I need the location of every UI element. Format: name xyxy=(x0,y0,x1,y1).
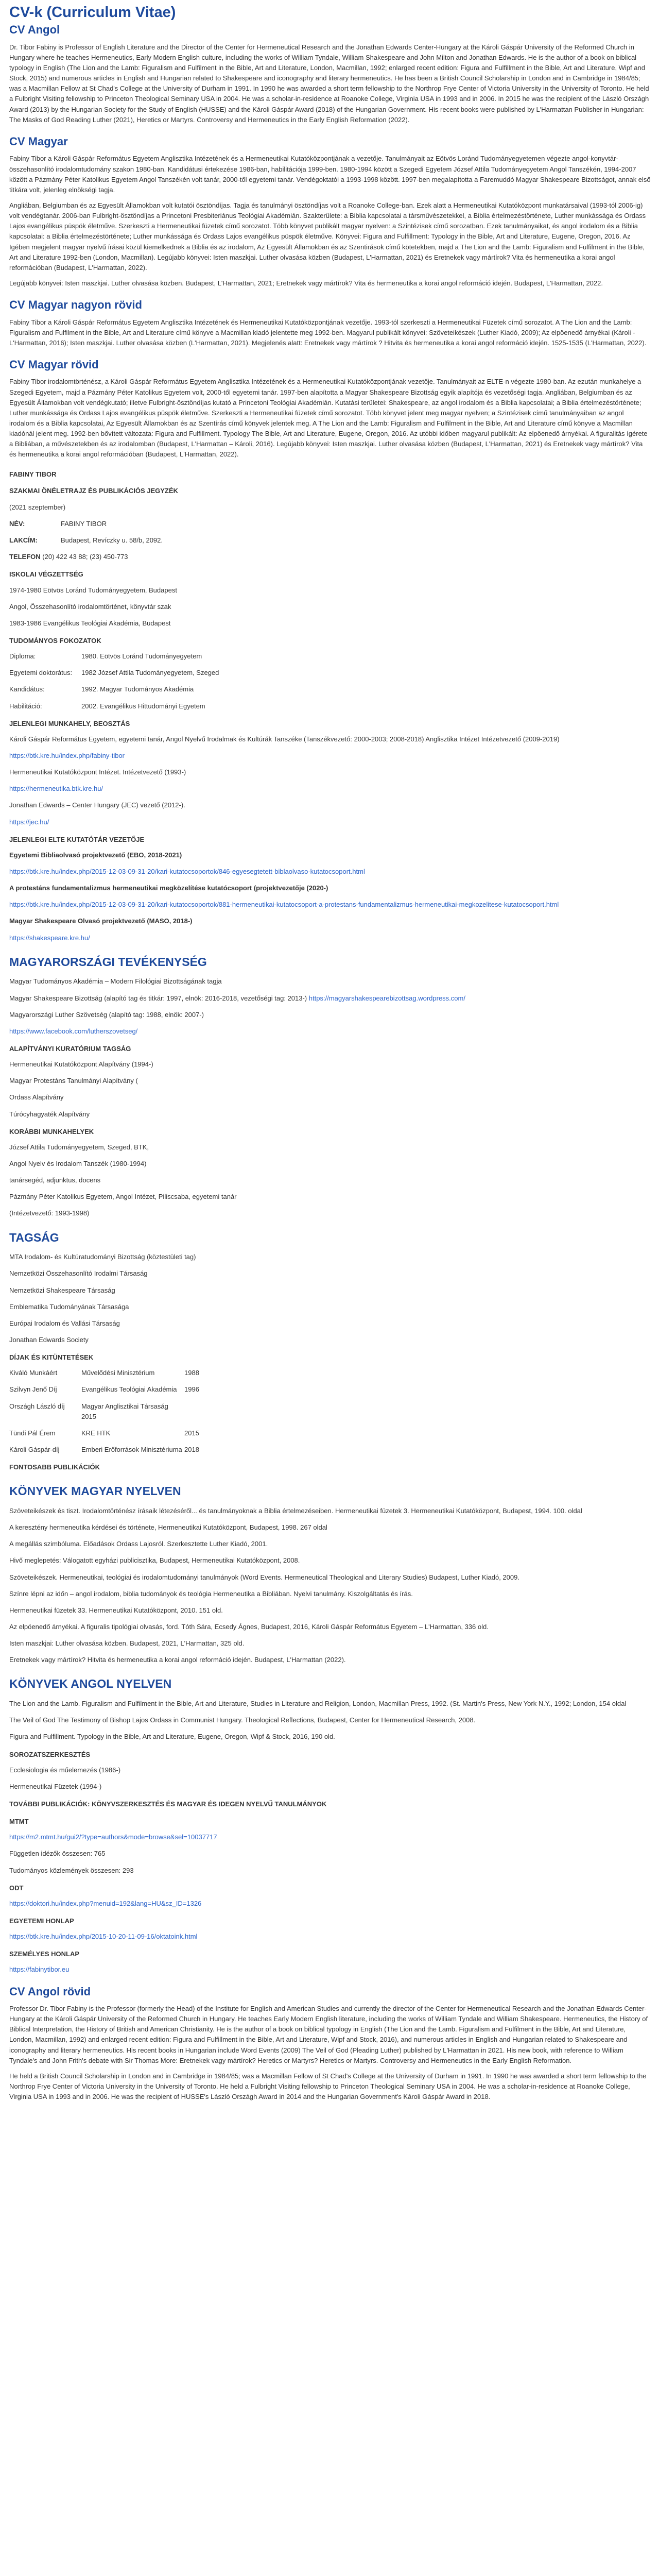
former-workplace-item: Angol Nyelv és Irodalom Tanszék (1980-1994) xyxy=(9,1159,147,1167)
workplace-link[interactable]: https://hermeneutika.btk.kre.hu/ xyxy=(9,785,103,793)
award-name: Kiváló Munkáért xyxy=(9,1369,58,1377)
publication-item: Hermeneutikai füzetek 33. Hermeneutikai Kutatóközpont, 2010. 151 old. xyxy=(9,1606,223,1614)
research-group-item: Magyar Shakespeare Olvasó projektvezető (MASO, 2018-) xyxy=(9,917,193,925)
education-item: Angol, Összehasonlító irodalomtörténet, könyvtár szak xyxy=(9,602,171,611)
award-row xyxy=(9,1445,651,1455)
personal-page-heading: SZEMÉLYES HONLAP xyxy=(9,1950,80,1958)
foundation-item: Ordass Alapítvány xyxy=(9,1093,64,1101)
degree-value: 2002. Evangélikus Hittudományi Egyetem xyxy=(81,702,205,710)
section-heading-cv-angol: CV Angol xyxy=(9,23,60,37)
degree-value: 1980. Eötvös Loránd Tudományegyetem xyxy=(81,652,202,660)
page-title: CV-k (Curriculum Vitae) xyxy=(9,4,176,21)
education-heading: ISKOLAI VÉGZETTSÉG xyxy=(9,570,83,579)
cv-angol-rovid-text-1: Professor Dr. Tibor Fabiny is the Professor (formerly the Head) of the Institute for English and American Studies and currently the director of the Center for Hermeneutical Research and the Jonathan Edwards Center-Hungary at the Károli Gáspár University of the Reformed Church in Hungary. He teaches Early Modern English literature, including the works of William Tyndale and William Shakespeare. Hermeneutics, the History of Biblical Interpretation, the History of British and American Christianity. He is the author of a book on biblical typology in English (The Lion and the Lamb. Figuralism and Fulfilment in the Bible, Art and Literature, London, Macmillan, 1992) and enlarged recent edition: Figura and Fulfillment in the Bible, Art and Literature, Wipf and Stock, 2016), and numerous articles in English and Hungarian related to Shakespeare and iconography and literary hermeneutics. His recent books in Hungarian include Word Events (2009) The Veil of God (Pleading Luther) published by L'Harmattan in 2021. His new book, with reference to William Tyndale's and John Frith's debate with Sir Thomas More: Eretnekek vagy mártírok? Heretics or Martyrs? Heretics or Martyrs. Controversy and Hermeneutics in the Early English Reformation. xyxy=(9,2005,648,2064)
publication-item: Hivő meglepetés: Válogatott egyházi publicisztika, Budapest, Hermeneutikai Kutatóközpont, 2008. xyxy=(9,1556,300,1565)
phone-row xyxy=(9,552,651,562)
mtmt-heading: MTMT xyxy=(9,1818,29,1826)
membership-item: Nemzetközi Shakespeare Társaság xyxy=(9,1286,115,1294)
cv-magyar-text-3: Legújabb könyvei: Isten maszkjai. Luther olvasása közben. Budapest, L'Harmattan, 2021; Eretnekek vagy mártírok? Vita és hermeneutika a korai angol reformáció idején. Budapest, L'Harmattan, 2022. xyxy=(9,279,603,287)
workplace-item: Jonathan Edwards – Center Hungary (JEC) vezető (2012-). xyxy=(9,801,185,809)
series-item: Ecclesiologia és műelemezés (1986-) xyxy=(9,1766,121,1774)
publication-item: Színre lépni az időn – angol irodalom, biblia tudományok és teológia Hermeneutika a Bibliában. Nyelvi tanulmány. Kiszolgáltatás és írás. xyxy=(9,1589,413,1598)
publication-item: Az elpöenedő árnyékai. A figuralis tipológiai olvasás, ford. Tóth Sára, Ecsedy Ágnes, Budapest, 2016, Károli Gáspár Református Egyetem – L'Harmattan, 336 old. xyxy=(9,1623,489,1631)
university-page-heading: EGYETEMI HONLAP xyxy=(9,1917,74,1925)
further-publications-heading: TOVÁBBI PUBLIKÁCIÓK: KÖNYVSZERKESZTÉS ÉS MAGYAR ÉS IDEGEN NYELVŰ TANULMÁNYOK xyxy=(9,1800,327,1808)
research-group-item: A protestáns fundamentalizmus hermeneutikai megközelítése kutatócsoport (projektvezetője (2020-) xyxy=(9,884,328,892)
activity-item xyxy=(9,993,651,1004)
cv-angol-rovid-text-2: He held a British Council Scholarship in London and in Cambridge in 1984/85; was a Macmillan Fellow of St Chad's College at the University of Durham in 1991. In 1990 he was awarded a short term fellowship to the Northrop Frye Center of Victoria University in the University of Toronto. He held a Fulbright Visiting fellowship to Princeton Theological Seminary USA in 2004. He was a scholar-in-residence at Roanoke College, Virginia USA in 1993 and in 2006. He was the recipient of HUSSE's László Országh Award in 2014 and the Hungarian Government's Károli Gáspár Award in 2018. xyxy=(9,2072,647,2101)
cv-magyar-nagyon-rovid-text: Fabiny Tibor a Károli Gáspár Református Egyetem Anglisztika Intézetének és Hermeneutikai Kutatóközpontjának vezetője. 1993-tól szerkeszti a Hermeneutikai Füzetek című sorozatot. A The Lion and the Lamb: Figuralism and Fulfilment in the Bible, Art and Literature című könyve a Macmillan kiadó jelentette meg 1992-ben. Magyarul publikált könyvei: Szöveteikészek (Luther Kiadó, 2009); Az elpöenedő árnyékai (Károli - L'Harmattan, 2016); Isten maszkjai. Luther olvasása közben (L'Harmattan, 2021). Megjelenés alatt: Eretnekek vagy mártírok ? Hitvita és hermeneutika a korai angol reformáció idején. 1525-1535 (L'Harmattan, 2022). xyxy=(9,318,647,347)
cv-magyar-text-1: Fabiny Tibor a Károli Gáspár Református Egyetem Anglisztika Intézetének és a Hermeneutikai Kutatóközpontjának a vezetője. Tanulmányait az Eötvös Loránd Tudományegyetemen végezte angol-konyvtár-összehasonlító irodalomtudomány szakon 1980-ban. Kandidátusi értekezése 1986-ban, habilitációja 1999-ben. 1980-1994 között a Szegedi Egyetem József Attila Tudományegyetem Angol Tanszékén, 1994-2007 között a Pázmány Péter Katolikus Egyetem Angol Tanszékén volt tanár, 2000-től egyetemi tanár. Vendégoktatói a 1993-1998 között. 1997-ben megalapította a Faremuddó Magyar Shakespeare Bizottságot, annak első titkára volt, jelenleg elnökségi tagja. xyxy=(9,155,651,194)
workplace-link[interactable]: https://btk.kre.hu/index.php/fabiny-tibor xyxy=(9,752,125,759)
degree-row xyxy=(9,701,651,711)
odt-heading: ODT xyxy=(9,1884,24,1892)
degree-row xyxy=(9,684,651,694)
publication-item: Isten maszkjai: Luther olvasása közben. Budapest, 2021, L'Harmattan, 325 old. xyxy=(9,1639,245,1648)
phone-value: (20) 422 43 88; (23) 450-773 xyxy=(42,553,128,561)
award-issuer: Magyar Anglisztikai Társaság 2015 xyxy=(81,1402,168,1420)
degrees-heading: TUDOMÁNYOS FOKOZATOK xyxy=(9,637,101,645)
research-group-heading: JELENLEGI ELTE KUTATÓTÁR VEZETŐJE xyxy=(9,835,145,843)
activity-link[interactable]: https://www.facebook.com/lutherszovetseg/ xyxy=(9,1027,138,1035)
mtmt-stat: Független idézők összesen: 765 xyxy=(9,1850,106,1858)
activity-link[interactable]: https://magyarshakespearebizottsag.wordpress.com/ xyxy=(308,994,465,1002)
personal-page-link[interactable]: https://fabinytibor.eu xyxy=(9,1965,70,1974)
degree-label: Egyetemi doktorátus: xyxy=(9,669,73,677)
section-heading-cv-angol-rovid: CV Angol rövid xyxy=(9,1985,91,1998)
workplace-item: Károli Gáspár Református Egyetem, egyetemi tanár, Angol Nyelvű Irodalmak és Kultúrák Tanszéke (Tanszékvezető: 2000-2003; 2008-2018) Anglisztika Intézet Intézetvezető (2009-2019) xyxy=(9,735,560,743)
profile-subtitle: SZAKMAI ÖNÉLETRAJZ ÉS PUBLIKÁCIÓS JEGYZÉK xyxy=(9,486,178,495)
membership-item: Jonathan Edwards Society xyxy=(9,1336,89,1344)
award-issuer: Emberi Erőforrások Minisztériuma xyxy=(81,1445,182,1453)
name-label: NÉV: xyxy=(9,520,25,528)
workplace-link[interactable]: https://jec.hu/ xyxy=(9,818,49,826)
award-row xyxy=(9,1368,651,1378)
publication-item: Figura and Fulfillment. Typology in the Bible, Art and Literature, Eugene, Oregon, Wipf & Stock, 2016, 190 old. xyxy=(9,1733,335,1741)
publication-item: The Lion and the Lamb. Figuralism and Fulfilment in the Bible, Art and Literature, Studies in Literature and Religion, London, Macmillan Press, 1992. (St. Martin's Press, New York N.Y., 1992; London, 154 oldal xyxy=(9,1700,627,1708)
degree-label: Diploma: xyxy=(9,652,36,660)
cv-magyar-text-2: Angliában, Belgiumban és az Egyesült Államokban volt kutatói ösztöndíjas. Tagja és tanulmányi ösztöndíjas volt a Roanoke College-ban. Ezek alatt a Hermeneutikai Kutatóközpont munkatársaival (1993-tól 2006-ig) volt vendégtanár. 2006-ban Fulbright-ösztöndíjas a Princetoni Presbiteriánus Teológiai Akadémián. Szakterülete: a Biblia kapcsolatai a társművészetekkel, a Biblia értelmezéstörténete, Luther munkássága és Ordass Lajos evangélikus püspök életműve. Szerkeszti a Hermeneutikai füzetek című sorozatot. Több könyvet publikált magyar nyelven: a Szintézisek című sorozatban. Ezek tanulmányaikat, és angol irodalom és a Biblia kapcsolatai: a Biblia értelmezéstörténete; Luther munkássága és Ordass Lajos evangélikus püspök életműve. Könyvei: Figura and Fulfillment: Typology in the Bible, Art and Literature, Eugene, Oregon, 2016. Az Igében megjelent magyar nyelvű írásai közül kiemelkednek a Biblia és az irodalom, Az Egyesült Államokban és az Szentirások című kötetekben, majd a The Lion and the Lamb: Figuralism and Fulfilment in the Bible, Art and Literature 1992-ben (London, Macmillan). Legújabb könyvei: Isten maszkjai. Luther olvasása közben (Budapest, L'Harmattan, 2021) és Eretnekek vagy mártírok? Vita és hermeneutika a korai angol reformációban (Budapest, L'Harmattan, 2022). xyxy=(9,201,646,272)
publication-item: Eretnekek vagy mártírok? Hitvita és hermeneutika a korai angol reformáció idején. Budapest, L'Harmattan (2022). xyxy=(9,1656,346,1664)
education-item: 1983-1986 Evangélikus Teológiai Akadémia, Budapest xyxy=(9,619,171,627)
former-workplace-item: tanársegéd, adjunktus, docens xyxy=(9,1176,101,1184)
name-row xyxy=(9,519,651,529)
award-issuer: KRE HTK xyxy=(81,1429,111,1437)
section-heading-books-english: KÖNYVEK ANGOL NYELVEN xyxy=(9,1677,172,1691)
foundation-item: Túrócyhagyaték Alapítvány xyxy=(9,1110,90,1118)
workplace-item: Hermeneutikai Kutatóközpont Intézet. Intézetvezető (1993-) xyxy=(9,768,186,776)
cv-angol-text: Dr. Tibor Fabiny is Professor of English Literature and the Director of the Center for Hermeneutical Research and the Jonathan Edwards Center-Hungary at the Károli Gáspár University of the Reformed Church in Hungary where he teaches Hermeneutics, Early Modern English culture, including the works of William Tyndale, William Shakespeare and John Milton and Jonathan Edwards. He is the author of a book on biblical typology in English (The Lion and the Lamb: Figuralism and Fulfilment in the Bible, Art and Literature, London, Macmillan, 1992; enlarged recent edition: Figura and Fulfillment in the Bible, Art and Literature, Wipf and Stock, 2015) and numerous articles in English and Hungarian related to Shakespeare and iconography and literary hermeneutics. He has been a British Council Scholarship in London and in Cambridge in 1984/85; was a Macmillan Fellow at St Chad's College at the University of Durham in 1991. In 1990 he was awarded a short term fellowship to the Northrop Frye Center of Victoria University in the University of Toronto. He held a Fulbright Visiting fellowship to Princeton Theological Seminary USA in 2004. He was a scholar-in-residence at Roanoke College, Virginia USA in 1993 and in 2006. In 2015 he was the recipient of the László Országh Award (2013) by the Hungarian Society for the Study of English (HUSSE) and the Károli Gáspár Award (2018) of the Hungarian Government. His recent books were published by L'Harmattan Publisher in Hungarian: The Masks of God Reading Luther (2021), Heretics or Martyrs. Controversy and Hermeneutics in the Early English Reformation (2022). xyxy=(9,43,649,124)
section-heading-cv-magyar-nagyon-rovid: CV Magyar nagyon rövid xyxy=(9,298,142,312)
award-row xyxy=(9,1384,651,1395)
award-name: Tündi Pál Érem xyxy=(9,1429,56,1437)
series-item: Hermeneutikai Füzetek (1994-) xyxy=(9,1782,102,1790)
education-item: 1974-1980 Eötvös Loránd Tudományegyetem, Budapest xyxy=(9,586,177,594)
section-heading-books-hungarian: KÖNYVEK MAGYAR NYELVEN xyxy=(9,1484,181,1498)
foundation-item: Magyar Protestáns Tanulmányi Alapítvány ( xyxy=(9,1077,138,1085)
address-value: Budapest, Revíczky u. 58/b, 2092. xyxy=(61,536,163,545)
odt-link[interactable]: https://doktori.hu/index.php?menuid=192&lang=HU&sz_ID=1326 xyxy=(9,1899,202,1907)
research-group-item: Egyetemi Bibliaolvasó projektvezető (EBO, 2018-2021) xyxy=(9,851,182,859)
award-name: Károli Gáspár-díj xyxy=(9,1445,60,1453)
publication-item: Szöveteikészek és tiszt. Irodalomtörténész írásaik létezéséről... és tanulmányoknak a Biblia értelmezéseiben. Hermeneutikai füzetek 3. Hermeneutikai Kutatóközpont, Budapest, 1994. 100. oldal xyxy=(9,1507,582,1515)
publications-heading: FONTOSABB PUBLIKÁCIÓK xyxy=(9,1463,100,1471)
award-issuer: Művelődési Minisztérium xyxy=(81,1369,155,1377)
profile-date: (2021 szeptember) xyxy=(9,503,66,511)
section-heading-cv-magyar: CV Magyar xyxy=(9,134,68,148)
award-year: 2018 xyxy=(184,1445,199,1453)
degree-value: 1992. Magyar Tudományos Akadémia xyxy=(81,685,194,693)
award-year: 1988 xyxy=(184,1369,199,1377)
publication-item: Szöveteikészek. Hermeneutikai, teológiai és irodalomtudományi tanulmányok (Word Events. Hermeneutical Theological and Literary Studies) Budapest, Luther Kiadó, 2009. xyxy=(9,1573,519,1581)
publication-item: A keresztény hermeneutika kérdései és története, Hermeneutikai Kutatóközpont, Budapest, 1998. 267 oldal xyxy=(9,1523,327,1532)
award-row xyxy=(9,1428,651,1438)
workplace-heading: JELENLEGI MUNKAHELY, BEOSZTÁS xyxy=(9,719,130,727)
section-heading-membership: TAGSÁG xyxy=(9,1230,59,1244)
awards-heading: DÍJAK ÉS KITÜNTETÉSEK xyxy=(9,1353,94,1362)
research-group-link[interactable]: https://btk.kre.hu/index.php/2015-12-03-09-31-20/kari-kutatocsoportok/846-egyesegtetett-biblaolvaso-kutatocsoport.html xyxy=(9,867,365,875)
publication-item: The Veil of God The Testimony of Bishop Lajos Ordass in Communist Hungary. Theological Reflections, Budapest, Center for Hermeneutical Research, 2008. xyxy=(9,1716,476,1724)
degree-value: 1982 József Attila Tudományegyetem, Szeged xyxy=(81,669,219,677)
degree-row xyxy=(9,651,651,662)
award-row xyxy=(9,1401,651,1422)
award-year: 1996 xyxy=(184,1385,199,1394)
address-row xyxy=(9,535,651,546)
award-issuer: Evangélikus Teológiai Akadémia xyxy=(81,1385,177,1394)
research-group-link[interactable]: https://btk.kre.hu/index.php/2015-12-03-09-31-20/kari-kutatocsoportok/881-hermeneutikai-kutatocsoport-a-protestans-fundamentalizmus-hermeneutikai-megkozelitese-kutatocsoport.html xyxy=(9,901,559,909)
award-year: 2015 xyxy=(184,1429,199,1437)
address-label: LAKCÍM: xyxy=(9,536,38,545)
membership-item: Emblematika Tudományának Társasága xyxy=(9,1302,129,1311)
former-workplace-item: (Intézetvezető: 1993-1998) xyxy=(9,1209,90,1217)
membership-item: MTA Irodalom- és Kultúratudományi Bizottság (köztestületi tag) xyxy=(9,1253,196,1261)
activity-text: Magyar Shakespeare Bizottság (alapító tag és titkár: 1997, elnök: 2016-2018, vezetőségi tag: 2013-) xyxy=(9,994,307,1002)
foundation-item: Hermeneutikai Kutatóközpont Alapítvány (1994-) xyxy=(9,1060,153,1069)
profile-name: FABINY TIBOR xyxy=(9,470,57,478)
publication-item: A megállás szimbóluma. Előadások Ordass Lajosról. Szerkesztette Luther Kiadó, 2001. xyxy=(9,1540,268,1548)
degree-label: Habilitáció: xyxy=(9,702,42,710)
award-name: Szilvyn Jenő Díj xyxy=(9,1385,57,1394)
degree-row xyxy=(9,668,651,678)
foundation-heading: ALAPÍTVÁNYI KURATÓRIUM TAGSÁG xyxy=(9,1045,131,1053)
membership-item: Nemzetközi Összehasonlító Irodalmi Társaság xyxy=(9,1269,148,1278)
section-heading-hungarian-activity: MAGYARORSZÁGI TEVÉKENYSÉG xyxy=(9,955,207,969)
series-editing-heading: SOROZATSZERKESZTÉS xyxy=(9,1750,91,1758)
activity-item: Magyarországi Luther Szövetség (alapító tag: 1988, elnök: 2007-) xyxy=(9,1010,204,1019)
former-workplace-item: Pázmány Péter Katolikus Egyetem, Angol Intézet, Piliscsaba, egyetemi tanár xyxy=(9,1193,237,1201)
former-workplaces-heading: KORÁBBI MUNKAHELYEK xyxy=(9,1127,94,1136)
award-name: Országh László díj xyxy=(9,1402,65,1410)
degree-label: Kandidátus: xyxy=(9,685,45,693)
former-workplace-item: József Attila Tudományegyetem, Szeged, BTK, xyxy=(9,1143,149,1151)
activity-item: Magyar Tudományos Akadémia – Modern Filológiai Bizottságának tagja xyxy=(9,977,222,986)
mtmt-link[interactable]: https://m2.mtmt.hu/gui2/?type=authors&mode=browse&sel=10037717 xyxy=(9,1833,217,1841)
research-group-link[interactable]: https://shakespeare.kre.hu/ xyxy=(9,934,90,942)
cv-magyar-rovid-text: Fabiny Tibor irodalomtörténész, a Károli Gáspár Református Egyetem Anglisztika Intézetének és a Hermeneutikai Kutatóközpontjának vezetője. Tanulmányait az ELTE-n végezte 1980-ban. Az ezután munkahelye a Szegedi Egyetem, majd a Pázmány Péter Katolikus Egyetem volt, 2000-től egyetemi tanár. 1997-ben alapította a Magyar Shakespeare Bizottság egyik alapítója és vezetőségi tagja. Angliában, Belgiumban és az Egyesült Államokban volt vendégkutató; illetve Fulbright-ösztöndíjas kutató a Princetoni Teológiai Akadémián. Kutatási területei: Shakespeare, az angol irodalom és a Biblia kapcsolatai; a Biblia értelmezéstörténete; Luther munkássága és Ordass Lajos evangélikus püspök életműve. Szerkeszti a Hermeneutikai füzetek című sorozatot. Több könyvet jelent meg magyar nyelven; a Szintézisek című tanulmányaiban az angol irodalom és a Biblia kapcsolatai, Az Egyesült Államokban és az Szentírás című könyvek jelentek meg. A The Lion and the Lamb: Figuralism and Fulfilment in the Bible, Art and Literature című könyve a Macmillan kiadónál jelent meg. 1992-ben bővített változata: Figura and Fulfillment. Typology The Bible, Art and Literature, Eugene, Oregon, 2016. Az utóbbi időben magyarul publikált: Az elpöenedő árnyékai. A figuralitás ígérete a Bibliában, a művészetekben és az irodalomban (Budapest, L'Harmattan – Károli, 2016). Legújabb könyvei: Isten maszkjai. Luther olvasása közben (Budapest, L'Harmattan, 2021) és Eretnekek vagy mártírok? Vita és hermeneutika a korai angol reformációban (Budapest, L'Harmattan, 2022). xyxy=(9,378,648,459)
section-heading-cv-magyar-rovid: CV Magyar rövid xyxy=(9,358,99,371)
mtmt-stat: Tudományos közlemények összesen: 293 xyxy=(9,1866,134,1874)
university-page-link[interactable]: https://btk.kre.hu/index.php/2015-10-20-11-09-16/oktatoink.html xyxy=(9,1933,198,1941)
name-value: FABINY TIBOR xyxy=(61,520,107,528)
membership-item: Európai Irodalom és Vallási Társaság xyxy=(9,1319,120,1327)
phone-label: TELEFON xyxy=(9,553,41,561)
